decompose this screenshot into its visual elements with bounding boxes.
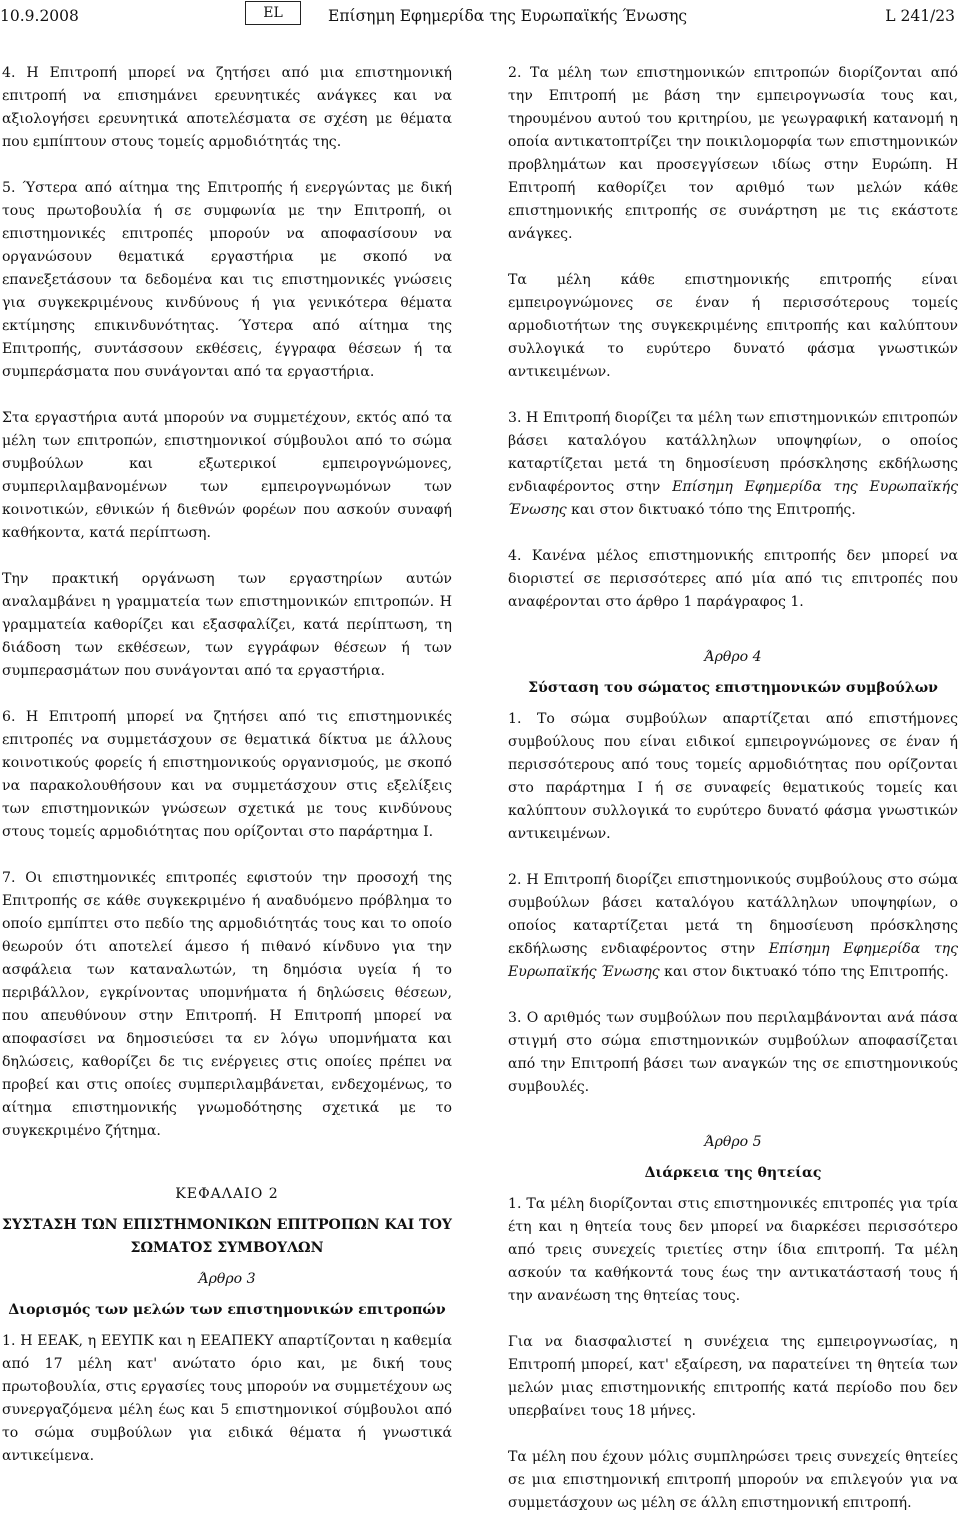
paragraph-7: 7. Οι επιστημονικές επιτροπές εφιστούν την προσοχή της Επιτροπής σε κάθε συγκεκριμένο ή αναδυόμενο πρόβλημα το οποίο εμπίπτει στο πεδίο της αρμοδιότητάς τους και το οποίο θεωρούν ότι αποτελεί άμεσο ή πιθανό κίνδυνο για την ασφάλεια των καταναλωτών, τη δημόσια υγεία ή το περιβάλλον, εγκρίνοντας υπομνήματα ή δηλώσεις θέσεων, που απευθύνουν στην Επιτροπή. Η Επιτροπή μπορεί να αποφασίσει να δημοσιεύσει τα εν λόγω υπομνήματα και δηλώσεις, καθορίζει δε τις ενέργειες στις οποίες πρέπει να προβεί και στις οποίες συμπεριλαμβάνεται, ενδεχομένως, το αίτημα επιστημονικής γνωμοδότησης σχετικά με το συγκεκριμένο ζήτημα. — [2, 870, 452, 1139]
article-4-title: Σύσταση του σώματος επιστημονικών συμβούλων — [528, 680, 938, 696]
article-5-paragraph-extension: Για να διασφαλιστεί η συνέχεια της εμπειρογνωσίας, η Επιτροπή μπορεί, κατ' εξαίρεση, να παρατείνει τη θητεία των μελών μιας επιστημονικής επιτροπής κατά περίοδο που δεν υπερβαίνει τους 18 μήνες. — [508, 1334, 958, 1419]
article-5-paragraph-1: 1. Τα μέλη διορίζονται στις επιστημονικές επιτροπές για τρία έτη και η θητεία τους δεν μπορεί να διαρκέσει περισσότερο από τρεις συνεχείς τριετίες στην ίδια επιτροπή. Τα μέλη ασκούν τα καθήκοντά τους έως την αντικατάστασή τους ή την ανανέωση της θητείας τους. — [508, 1196, 958, 1304]
chapter-heading: ΚΕΦΑΛΑΙΟ 2 — [175, 1186, 279, 1202]
article-3-paragraph-2: 2. Τα μέλη των επιστημονικών επιτροπών διορίζονται από την Επιτροπή με βάση την εμπειρογνωσία τους και, τηρουμένου αυτού του κριτηρίου, με γεωγραφική κατανομή η οποία αντικατοπτρίζει την ποικιλομορφία των επιστημονικών προβλημάτων και προσεγγίσεων ιδίως στην Ευρώπη. Η Επιτροπή καθορίζει τον αριθμό των μελών κάθε επιστημονικής επιτροπής σε συνάρτηση με τις εκάστοτε ανάγκες. — [508, 65, 958, 242]
article-4-paragraph-2-text: 2. Η Επιτροπή διορίζει επιστημονικούς συμβούλους στο σώμα συμβούλων βάσει καταλόγου κατάλληλων υποψηφίων, ο οποίος καταρτίζεται μετά τη δημοσίευση πρόσκλησης εκδήλωσης ενδιαφέροντος στην — [508, 872, 958, 957]
article-3-label: Άρθρο 3 — [198, 1271, 256, 1287]
chapter-title-line-2: ΣΩΜΑΤΟΣ ΣΥΜΒΟΥΛΩΝ — [130, 1240, 324, 1256]
article-3-paragraph-2-members: Τα μέλη κάθε επιστημονικής επιτροπής είναι εμπειρογνώμονες σε έναν ή περισσότερους τομείς αρμοδιοτήτων της συγκεκριμένης επιτροπής και καλύπτουν συλλογικά το ευρύτερο δυνατό φάσμα γνωστικών αντικειμένων. — [508, 272, 958, 380]
article-4-paragraph-1: 1. Το σώμα συμβούλων απαρτίζεται από επιστήμονες συμβούλους που είναι ειδικοί εμπειρογνώμονες σε έναν ή περισσότερους από τους τομείς αρμοδιότητας που ορίζονται στο παράρτημα Ι ή σε συναφείς θεματικούς τομείς και καλύπτουν συλλογικά το ευρύτερο δυνατό φάσμα γνωστικών αντικειμένων. — [508, 711, 958, 842]
page-reference: L 241/23 — [885, 7, 955, 25]
right-column — [508, 62, 958, 1515]
article-3-paragraph-3 — [508, 407, 958, 522]
chapter-title-line-1: ΣΥΣΤΑΣΗ ΤΩΝ ΕΠΙΣΤΗΜΟΝΙΚΩΝ ΕΠΙΤΡΟΠΩΝ ΚΑΙ ΤΟΥ — [2, 1217, 452, 1233]
article-4-paragraph-2-end: και στον δικτυακό τόπο της Επιτροπής. — [659, 964, 949, 980]
paragraph-5-organisation: Την πρακτική οργάνωση των εργαστηρίων αυτών αναλαμβάνει η γραμματεία των επιστημονικών επιτροπών. Η γραμματεία καθορίζει και εξασφαλίζει, κατά περίπτωση, τη διάδοση των εκθέσεων, των εγγράφων θέσεων ή των συμπερασμάτων που συνάγονται από τα εργαστήρια. — [2, 571, 452, 679]
article-5-title: Διάρκεια της θητείας — [644, 1165, 822, 1181]
article-3-paragraph-1: 1. Η ΕΕΑΚ, η ΕΕΥΠΚ και η ΕΕΑΠΕΚΥ απαρτίζονται η καθεμία από 17 μέλη κατ' ανώτατο όριο και, με δική τους πρωτοβουλία, στις εργασίες τους μπορούν να συμμετέχουν ως συνεργαζόμενα μέλη έως και 5 επιστημονικοί σύμβουλοι από το σώμα συμβούλων για ειδικά θέματα ή γνωστικά αντικείμενα. — [2, 1333, 452, 1464]
article-3-paragraph-3-text: 3. Η Επιτροπή διορίζει τα μέλη των επιστημονικών επιτροπών βάσει καταλόγου κατάλληλων υποψηφίων, ο οποίος καταρτίζεται μετά τη δημοσίευση πρόσκλησης εκδήλωσης ενδιαφέροντος στην — [508, 410, 958, 495]
article-3-paragraph-3-end: και στον δικτυακό τόπο της Επιτροπής. — [566, 502, 856, 518]
paragraph-5-workshops: Στα εργαστήρια αυτά μπορούν να συμμετέχουν, εκτός από τα μέλη των επιτροπών, επιστημονικοί σύμβουλοι από το σώμα συμβούλων και εξωτερικοί εμπειρογνώμονες, συμπεριλαμβανομένων των εμπειρογνωμόνων των κοινοτικών, εθνικών ή διεθνών φορέων που ασκούν συναφή καθήκοντα, κατά περίπτωση. — [2, 410, 452, 541]
left-column — [2, 62, 452, 1468]
page-header — [0, 5, 960, 29]
article-3-paragraph-4: 4. Κανένα μέλος επιστημονικής επιτροπής δεν μπορεί να διοριστεί σε περισσότερες από μία από τις επιτροπές που αναφέρονται στο άρθρο 1 παράγραφος 1. — [508, 548, 958, 610]
paragraph-4: 4. Η Επιτροπή μπορεί να ζητήσει από μια επιστημονική επιτροπή να επισημάνει ερευνητικές ανάγκες και να αξιολογήσει ερευνητικά αποτελέσματα σε σχέση με θέματα που εμπίπτουν στους τομείς αρμοδιότητάς της. — [2, 65, 452, 150]
paragraph-6: 6. Η Επιτροπή μπορεί να ζητήσει από τις επιστημονικές επιτροπές να συμμετάσχουν σε θεματικά δίκτυα με άλλους κοινοτικούς φορείς ή επιστημονικούς οργανισμούς, με σκοπό να παρακολουθήσουν και να συμμετάσχουν στις εξελίξεις των επιστημονικών γνώσεων σχετικά με τους κινδύνους στους τομείς αρμοδιότητας που ορίζονται στο παράρτημα Ι. — [2, 709, 452, 840]
article-4-label: Άρθρο 4 — [704, 649, 762, 665]
article-4-paragraph-2 — [508, 869, 958, 984]
official-journal-reference: Επίσημη Εφημερίδα της Ευρωπαϊκής Ένωσης — [508, 479, 958, 518]
article-5-label: Άρθρο 5 — [704, 1134, 762, 1150]
article-3-title: Διορισμός των μελών των επιστημονικών επιτροπών — [8, 1302, 446, 1318]
language-code-box: EL — [245, 1, 301, 25]
article-4-paragraph-3: 3. Ο αριθμός των συμβούλων που περιλαμβάνονται ανά πάσα στιγμή στο σώμα επιστημονικών συμβούλων αποφασίζεται από την Επιτροπή βάσει των αναγκών της σε επιστημονικούς συμβουλές. — [508, 1010, 958, 1095]
article-5-paragraph-reappointment: Τα μέλη που έχουν μόλις συμπληρώσει τρεις συνεχείς θητείες σε μια επιστημονική επιτροπή μπορούν να επιλεγούν για να συμμετάσχουν ως μέλη σε άλλη επιστημονική επιτροπή. — [508, 1449, 958, 1511]
official-journal-reference: Επίσημη Εφημερίδα της Ευρωπαϊκής Ένωσης — [508, 941, 958, 980]
paragraph-5: 5. Ύστερα από αίτημα της Επιτροπής ή ενεργώντας με δική τους πρωτοβουλία ή σε συμφωνία με την Επιτροπή, οι επιστημονικές επιτροπές μπορούν να αποφασίσουν να οργανώσουν θεματικά εργαστήρια με σκοπό να επανεξετάσουν τα δεδομένα και τις επιστημονικές γνώσεις για συγκεκριμένους κινδύνους ή για γενικότερα θέματα εκτίμησης επικινδυνότητας. Ύστερα από αίτημα της Επιτροπής, συντάσσουν εκθέσεις, έγγραφα θέσεων ή τα συμπεράσματα που συνάγονται από τα εργαστήρια. — [2, 180, 452, 380]
journal-title: Επίσημη Εφημερίδα της Ευρωπαϊκής Ένωσης — [328, 7, 688, 25]
publication-date: 10.9.2008 — [0, 7, 79, 25]
